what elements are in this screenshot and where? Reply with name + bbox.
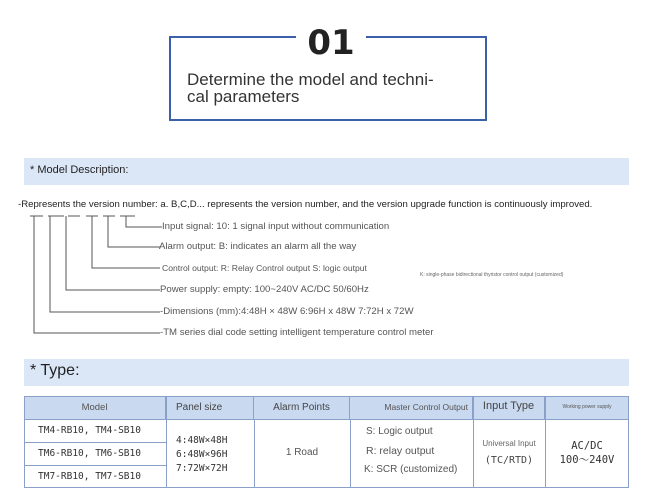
scr-note: K: single-phase bidirectional thyristor control output (customized) <box>420 272 564 278</box>
table-row-model-3: TM7-RB10, TM7-SB10 <box>38 471 141 482</box>
title-line-1: Determine the model and techni- <box>187 70 434 89</box>
col-header-panel-size: Panel size <box>166 396 254 419</box>
output-logic: S: Logic output <box>366 426 433 437</box>
panel-size-list <box>176 434 227 476</box>
output-relay: R: relay output <box>366 445 435 457</box>
col-header-power-supply: Working power supply <box>545 396 629 419</box>
item-power-supply: Power supply: empty: 100~240V AC/DC 50/60Hz <box>160 284 369 295</box>
col-header-alarm-points: Alarm Points <box>254 396 350 419</box>
item-input-signal: Input signal: 10: 1 signal input without communication <box>162 221 390 232</box>
leader-input-signal <box>126 216 162 227</box>
model-description-heading: * Model Description: <box>30 164 129 176</box>
type-heading: * Type: <box>30 362 80 379</box>
power-line-2: 100～240V <box>559 454 615 466</box>
col-header-master-control-output: Master Control Output <box>350 396 473 419</box>
panel-size-2: 6:48W×96H <box>176 449 228 460</box>
col-header-model: Model <box>24 396 166 419</box>
item-control-output: Control output: R: Relay Control output S: logic output <box>162 263 367 273</box>
item-series: -TM series dial code setting intelligent temperature control meter <box>160 327 434 338</box>
type-table <box>24 396 629 488</box>
table-row-model-2: TM6-RB10, TM6-SB10 <box>38 448 141 459</box>
col-header-input-type: Input Type <box>473 396 545 419</box>
step-number: 01 <box>296 22 366 64</box>
item-alarm-output: Alarm output: B: indicates an alarm all the way <box>159 241 357 252</box>
type-bar <box>24 359 629 386</box>
panel-size-1: 4:48W×48H <box>176 435 228 446</box>
panel-size-3: 7:72W×72H <box>176 463 228 474</box>
input-type-line-1: Universal Input <box>482 439 536 448</box>
leader-series <box>34 216 160 333</box>
power-line-1: AC/DC <box>571 440 603 452</box>
output-scr: K: SCR (customized) <box>364 464 458 475</box>
input-type-line-2: (TC/RTD) <box>484 455 534 466</box>
alarm-points-value: 1 Road <box>285 447 319 458</box>
leader-alarm-output <box>108 216 160 247</box>
table-row-model-1: TM4-RB10, TM4-SB10 <box>38 425 141 436</box>
version-note: -Represents the version number: a. B,C,D... represents the version number, and the version upgrade function is continuously improved. <box>18 199 593 210</box>
item-dimensions: -Dimensions (mm):4:48H × 48W 6:96H x 48W 7:72H x 72W <box>160 306 414 317</box>
title-line-2: cal parameters <box>187 87 300 106</box>
